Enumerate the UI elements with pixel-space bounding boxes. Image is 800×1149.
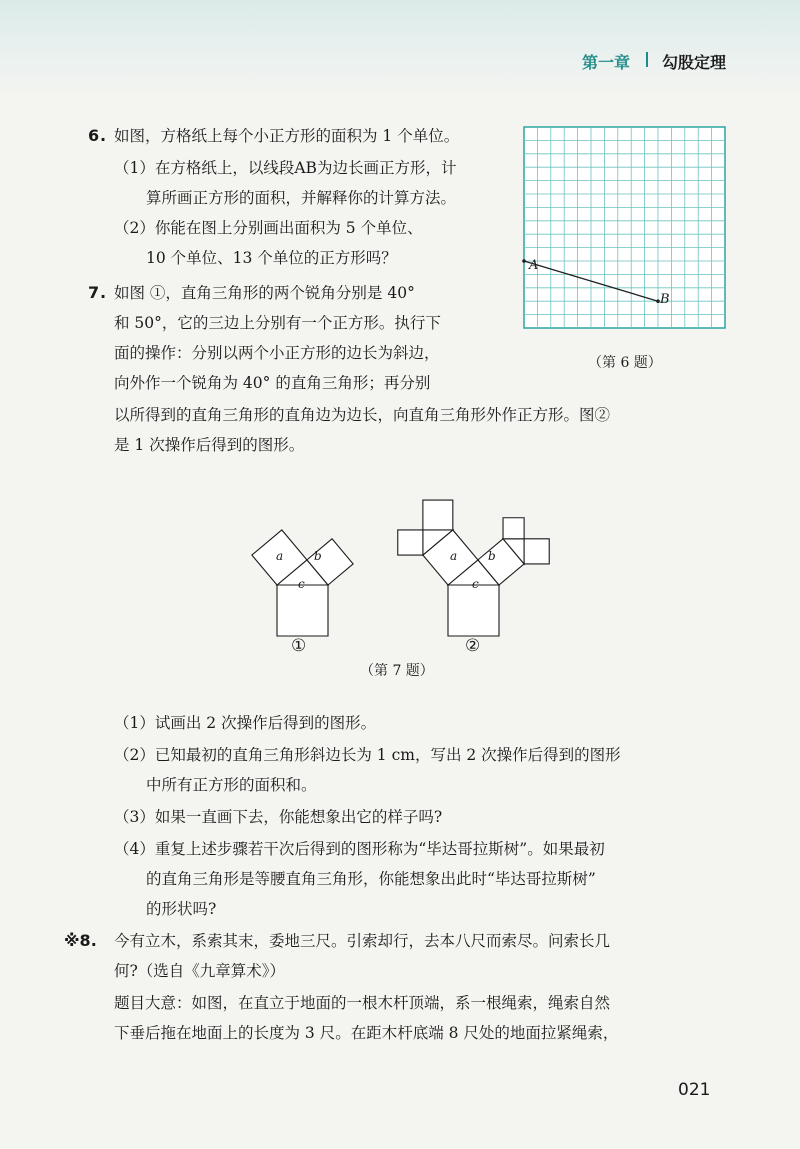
q7-line3: 面的操作：分别以两个小正方形的边长为斜边， [114, 344, 440, 362]
grid-border [524, 127, 725, 328]
q7-line6: 是 1 次操作后得到的图形。 [114, 436, 305, 454]
chapter-label: 第一章 [582, 53, 631, 72]
header-separator [646, 52, 648, 67]
fig2-square-a-label: a [450, 549, 458, 563]
q8-line3: 题目大意：如图，在直立于地面的一根木杆顶端，系一根绳索，绳索自然 [114, 994, 611, 1012]
q6-part1-line2: 算所画正方形的面积，并解释你的计算方法。 [146, 189, 457, 207]
q6-part2-line1: （2）你能在图上分别画出面积为 5 个单位、 [114, 219, 423, 237]
point-a [522, 259, 526, 263]
fig1-label: ① [291, 636, 307, 656]
fig2-left-right-square [423, 500, 453, 530]
q7-sub4-line2: 的直角三角形是等腰直角三角形，你能想象出此时“毕达哥拉斯树” [146, 870, 596, 888]
q6-part1-line1: （1）在方格纸上，以线段AB为边长画正方形，计 [114, 159, 457, 177]
q7-number: 7 [88, 283, 100, 302]
q7-figure-2 [388, 484, 568, 644]
q7-sub3: （3）如果一直画下去，你能想象出它的样子吗? [114, 808, 443, 826]
fig1-square-a-label: a [276, 549, 284, 563]
fig2-square [448, 585, 499, 636]
q8-line1: 今有立木，系索其末，委地三尺。引索却行，去本八尺而索尽。问索长几 [114, 932, 611, 950]
q7-sub2-line1: （2）已知最初的直角三角形斜边长为 1 cm，写出 2 次操作后得到的图形 [114, 746, 621, 764]
q7-caption: （第 7 题） [360, 663, 434, 679]
page-number: 021 [678, 1080, 711, 1100]
q6-point-a-label: A [529, 258, 539, 273]
chapter-title: 勾股定理 [662, 53, 727, 72]
fig2-square-b-label: b [488, 549, 496, 563]
q6-point-b-label: B [660, 292, 670, 307]
q7-line2: 和 50°，它的三边上分别有一个正方形。执行下 [114, 314, 441, 332]
q8-line4: 下垂后拖在地面上的长度为 3 尺。在距木杆底端 8 尺处的地面拉紧绳索， [114, 1024, 619, 1042]
q7-sub4-line1: （4）重复上述步骤若干次后得到的图形称为“毕达哥拉斯树”。如果最初 [114, 840, 605, 858]
q7-sub2-line2: 中所有正方形的面积和。 [146, 776, 317, 794]
fig2-label: ② [465, 636, 481, 656]
q7-figure-1 [240, 500, 370, 640]
q7-sub1: （1）试画出 2 次操作后得到的图形。 [114, 714, 377, 732]
q6-part2-line2: 10 个单位、13 个单位的正方形吗？ [146, 249, 397, 267]
q6-stem: 如图，方格纸上每个小正方形的面积为 1 个单位。 [114, 127, 460, 145]
q6-caption: （第 6 题） [588, 355, 662, 371]
fig2-left-left-square [398, 530, 423, 555]
q7-line1: 如图 ①，直角三角形的两个锐角分别是 40° [114, 284, 415, 302]
q7-line5: 以所得到的直角三角形的直角边为边长，向直角三角形外作正方形。图② [114, 406, 611, 424]
q6-dot: . [100, 126, 107, 145]
page-header-band [0, 0, 800, 96]
fig1-square-b-label: b [314, 549, 322, 563]
q6-number: 6 [88, 126, 100, 145]
fig2-right-right-square [524, 539, 549, 564]
fig1-square-c-label: c [298, 577, 305, 591]
fig1-square [277, 585, 328, 636]
q8-number: ※8. [64, 931, 97, 950]
q8-line2: 何?（选自《九章算术》） [114, 962, 286, 980]
q7-line4: 向外作一个锐角为 40° 的直角三角形；再分别 [114, 374, 431, 392]
q6-grid-figure [522, 125, 728, 339]
q7-dot: . [100, 283, 107, 302]
fig2-right-left-square [503, 518, 524, 539]
q7-sub4-line3: 的形状吗? [146, 900, 217, 918]
fig2-square-c-label: c [472, 577, 479, 591]
